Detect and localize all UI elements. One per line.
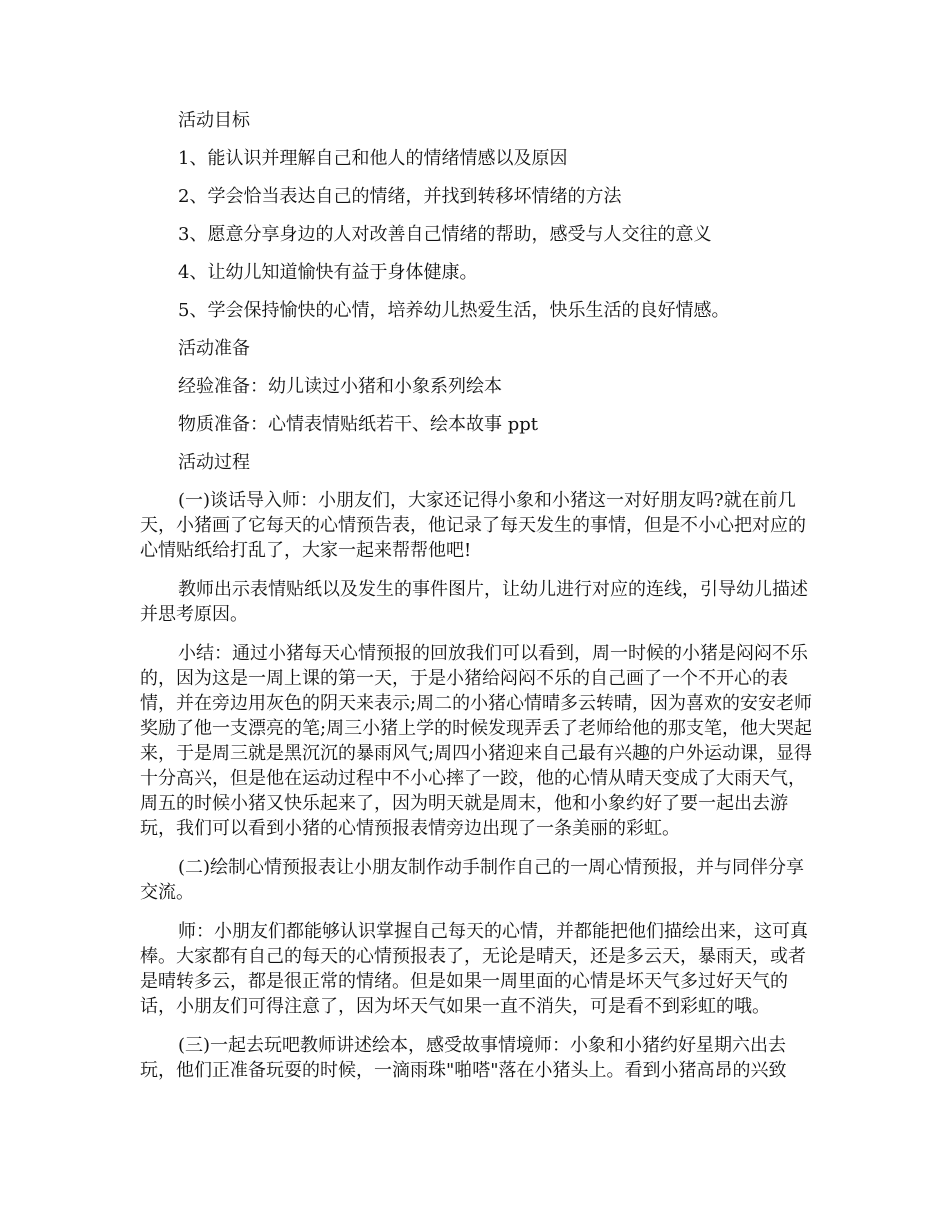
goal-item-4: 4、让幼儿知道愉快有益于身体健康。 (178, 262, 478, 283)
document-body (140, 108, 820, 1097)
process-paragraph-4: 师：小朋友们都能够认识掌握自己每天的心情，并都能把他们描绘出来，这可真棒。大家都有自己的每天的心情预报表了，无论是晴天，还是多云天，暴雨天，或者是晴转多云，都是很正常的情绪。但是如果一周里面的心情是坏天气多过好天气的话，小朋友们可得注意了，因为坏天气如果一直不消失，可是看不到彩虹的哦。 (140, 921, 808, 1017)
section-heading-goals: 活动目标 (178, 110, 250, 131)
goal-item-5: 5、学会保持愉快的心情，培养幼儿热爱生活，快乐生活的良好情感。 (178, 300, 730, 321)
section-heading-process: 活动过程 (178, 452, 250, 473)
process-paragraph-1: (一)谈话导入师：小朋友们，大家还记得小象和小猪这一对好朋友吗?就在前几天，小猪画了它每天的心情预告表，他记录了每天发生的事情，但是不小心把对应的心情贴纸给打乱了，大家一起来帮帮他吧! (140, 490, 806, 561)
material-preparation: 物质准备：心情表情贴纸若干、绘本故事 ppt (178, 414, 538, 435)
goal-item-1: 1、能认识并理解自己和他人的情绪情感以及原因 (178, 148, 568, 169)
section-heading-preparation: 活动准备 (178, 338, 250, 359)
process-paragraph-3: (二)绘制心情预报表让小朋友制作动手制作自己的一周心情预报，并与同伴分享交流。 (140, 857, 805, 903)
process-paragraph-5: (三)一起去玩吧教师讲述绘本，感受故事情境师：小象和小猪约好星期六出去玩，他们正准备玩耍的时候，一滴雨珠"啪嗒"落在小猪头上。看到小猪高昂的兴致 (140, 1035, 787, 1081)
experience-preparation: 经验准备：幼儿读过小猪和小象系列绘本 (178, 376, 502, 397)
process-paragraph-2: 教师出示表情贴纸以及发生的事件图片，让幼儿进行对应的连线，引导幼儿描述并思考原因。 (140, 579, 808, 625)
goal-item-2: 2、学会恰当表达自己的情绪，并找到转移坏情绪的方法 (178, 186, 622, 207)
goal-item-3: 3、愿意分享身边的人对改善自己情绪的帮助，感受与人交往的意义 (178, 224, 712, 245)
process-summary: 小结：通过小猪每天心情预报的回放我们可以看到，周一时候的小猪是闷闷不乐的，因为这是一周上课的第一天，于是小猪给闷闷不乐的自己画了一个不开心的表情，并在旁边用灰色的阴天来表示;周二的小猪心情晴多云转晴，因为喜欢的安安老师奖励了他一支漂亮的笔;周三小猪上学的时候发现弄丢了老师给他的那支笔，他大哭起来，于是周三就是黑沉沉的暴雨风气;周四小猪迎来自己最有兴趣的户外运动课，显得十分高兴，但是他在运动过程中不小心摔了一跤，他的心情从晴天变成了大雨天气，周五的时候小猪又快乐起来了，因为明天就是周末，他和小象约好了要一起出去游玩，我们可以看到小猪的心情预报表情旁边出现了一条美丽的彩虹。 (140, 643, 813, 839)
